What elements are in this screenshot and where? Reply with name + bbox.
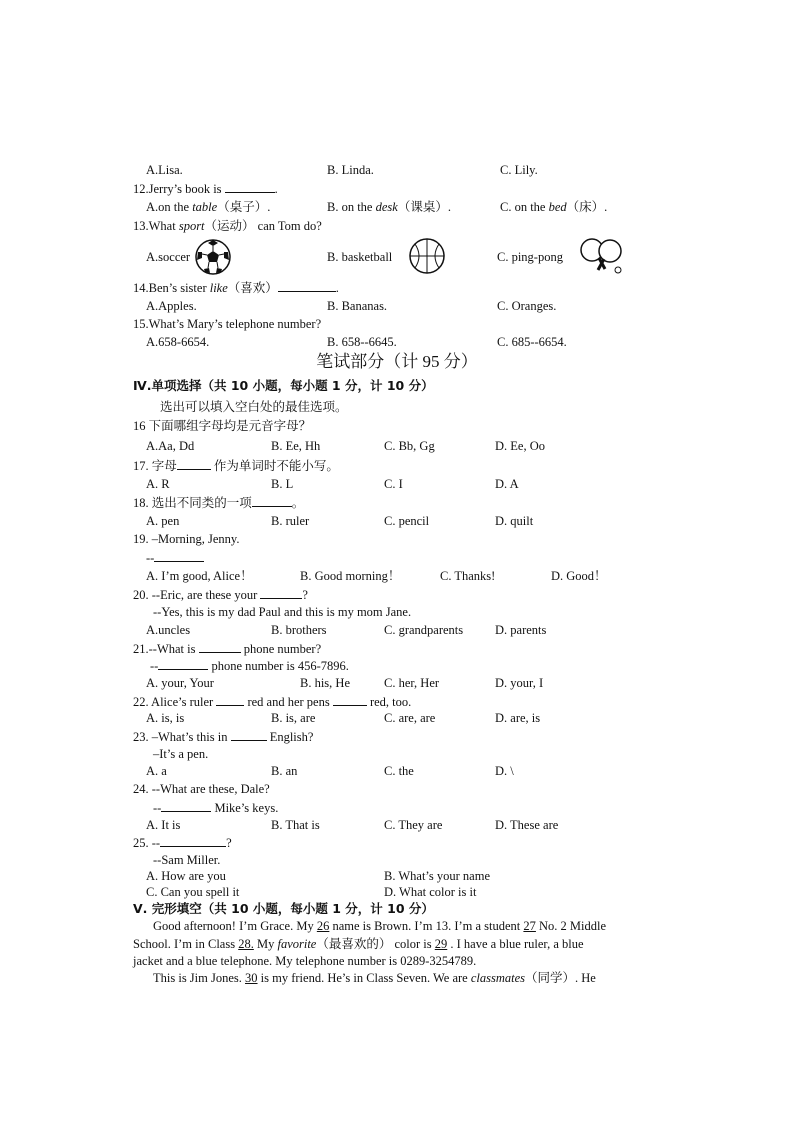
q23-option-a[interactable]: A. a [146, 764, 167, 778]
q14-blank[interactable] [278, 279, 336, 292]
q16-stem: 16 下面哪组字母均是元音字母？ [133, 419, 312, 433]
q21-stem [133, 640, 321, 657]
q11-option-c[interactable]: C. Lily. [500, 163, 538, 177]
q20-reply: --Yes, this is my dad Paul and this is my mom Jane. [153, 605, 412, 619]
passage-l2-d: . I have a blue ruler, a blue [447, 937, 584, 951]
q12-a-gloss: （桌子）. [217, 200, 271, 214]
q22-option-d[interactable]: D. are, is [495, 711, 541, 725]
q15-option-a[interactable]: A.658-6654. [146, 335, 210, 349]
q20-stem-text: 20. --Eric, are these your [133, 588, 261, 602]
q21-option-a[interactable]: A. your, Your [146, 676, 214, 690]
passage-l2-c: （最喜欢的） color is [316, 937, 435, 951]
q19-reply [146, 549, 204, 566]
q16-option-c[interactable]: C. Bb, Gg [384, 439, 435, 453]
q24-reply-text: Mike’s keys. [211, 801, 279, 815]
q14-option-c[interactable]: C. Oranges. [497, 299, 557, 313]
q14-word: like [209, 281, 228, 295]
q23-blank[interactable] [231, 728, 267, 741]
q18-option-c[interactable]: C. pencil [384, 514, 430, 528]
q19-option-c[interactable]: C. Thanks! [440, 569, 496, 583]
q24-option-a[interactable]: A. It is [146, 818, 181, 832]
q22-stem [133, 693, 411, 710]
q21-reply-dash: -- [150, 659, 159, 673]
section-5-title: Ⅴ. 完形填空（共 10 小题，每小题 1 分，计 10 分） [133, 901, 434, 916]
q22-option-b[interactable]: B. is, are [271, 711, 316, 725]
q19-blank[interactable] [154, 549, 204, 562]
passage-line-3: jacket and a blue telephone. My telephone number is 0289-3254789. [133, 954, 477, 968]
q18-post: 。 [291, 496, 305, 510]
q19-option-a[interactable]: A. I’m good, Alice！ [146, 569, 253, 583]
passage-classmates-word: classmates [470, 971, 526, 985]
q24-reply [153, 799, 278, 816]
q23-option-c[interactable]: C. the [384, 764, 414, 778]
q24-option-d[interactable]: D. These are [495, 818, 559, 832]
q16-option-a[interactable]: A.Aa, Dd [146, 439, 195, 453]
q18-option-b[interactable]: B. ruler [271, 514, 310, 528]
q12-a-word: table [192, 200, 218, 214]
q17-option-a[interactable]: A. R [146, 477, 170, 491]
q14-post: （喜欢） [227, 281, 278, 295]
q11-option-b[interactable]: B. Linda. [327, 163, 374, 177]
q16-option-b[interactable]: B. Ee, Hh [271, 439, 321, 453]
q21-reply-text: phone number is 456-7896. [208, 659, 349, 673]
q12-c-gloss: （床）. [566, 200, 608, 214]
section-4-instruction: 选出可以填入空白处的最佳选项。 [160, 400, 348, 414]
q19-stem: 19. –Morning, Jenny. [133, 532, 240, 546]
q12-blank[interactable] [225, 180, 275, 193]
q20-end: ? [302, 588, 308, 602]
q19-reply-dash: -- [146, 551, 155, 565]
passage-line-1 [153, 918, 606, 934]
q20-option-a[interactable]: A.uncles [146, 623, 191, 637]
q12-b-gloss: （课桌）. [397, 200, 451, 214]
q20-option-d[interactable]: D. parents [495, 623, 547, 637]
blank-30[interactable]: 30 [245, 971, 258, 985]
q13-option-b[interactable]: B. basketball [327, 250, 393, 264]
q11-option-a[interactable]: A.Lisa. [146, 163, 183, 177]
q12-c-word: bed [548, 200, 567, 214]
q21-blank-1[interactable] [199, 640, 241, 653]
passage-l4-a: This is Jim Jones. [153, 971, 246, 985]
q20-blank[interactable] [260, 586, 302, 599]
blank-26[interactable]: 26 [316, 919, 330, 933]
q13-option-c[interactable]: C. ping-pong [497, 250, 563, 264]
section-4-title: Ⅳ.单项选择（共 10 小题，每小题 1 分，计 10 分） [133, 378, 434, 393]
passage-l2-b: My [253, 937, 278, 951]
q23-reply: –It’s a pen. [153, 747, 209, 761]
q25-end: ? [226, 836, 232, 850]
q21-pre: 21.--What is [133, 642, 199, 656]
q20-stem [133, 586, 308, 603]
q17-pre: 17. 字母 [133, 459, 177, 473]
ping-pong-paddles-icon [578, 236, 624, 281]
q12-b-word: desk [375, 200, 398, 214]
q24-blank[interactable] [161, 799, 211, 812]
q24-option-b[interactable]: B. That is [271, 818, 320, 832]
q25-option-b[interactable]: B. What’s your name [384, 869, 490, 883]
q21-post: phone number? [240, 642, 322, 656]
q12-end: . [274, 182, 278, 196]
q21-option-d[interactable]: D. your, I [495, 676, 544, 690]
q24-stem: 24. --What are these, Dale? [133, 782, 270, 796]
blank-27[interactable]: 27 [523, 919, 536, 933]
q18-blank[interactable] [252, 494, 292, 507]
q22-blank-1[interactable] [216, 693, 244, 706]
q24-option-c[interactable]: C. They are [384, 818, 443, 832]
q14-option-b[interactable]: B. Bananas. [327, 299, 388, 313]
q25-option-a[interactable]: A. How are you [146, 869, 226, 883]
q22-blank-2[interactable] [333, 693, 367, 706]
q22-part-2: red and her pens [244, 695, 333, 709]
q25-option-d[interactable]: D. What color is it [384, 885, 477, 899]
q14-pre: 14.Ben’s sister [133, 281, 210, 295]
q21-reply [150, 657, 349, 674]
q21-option-c[interactable]: C. her, Her [384, 676, 440, 690]
q23-option-d[interactable]: D. \ [495, 764, 514, 778]
q12-option-c[interactable] [500, 199, 607, 215]
q17-option-c[interactable]: C. I [384, 477, 403, 491]
q16-option-d[interactable]: D. Ee, Oo [495, 439, 545, 453]
q14-stem [133, 279, 339, 296]
q25-pre: 25. -- [133, 836, 161, 850]
passage-favorite-word: favorite [277, 937, 317, 951]
q14-end: . [335, 281, 339, 295]
basketball-icon [408, 237, 446, 280]
q25-blank[interactable] [160, 834, 226, 847]
q22-option-a[interactable]: A. is, is [146, 711, 185, 725]
passage-line-2 [133, 936, 584, 952]
q13-option-a[interactable]: A.soccer [146, 250, 191, 264]
q13-word: sport [178, 219, 205, 233]
q15-option-c[interactable]: C. 685--6654. [497, 335, 567, 349]
q19-option-b[interactable]: B. Good morning！ [300, 569, 401, 583]
q23-option-b[interactable]: B. an [271, 764, 298, 778]
q23-stem [133, 728, 313, 745]
q12-a-pre: A.on the [146, 200, 193, 214]
q22-part-3: red, too. [366, 695, 412, 709]
q18-option-d[interactable]: D. quilt [495, 514, 534, 528]
q17-post: 作为单词时不能小写。 [210, 459, 339, 473]
blank-28[interactable]: 28. [238, 937, 254, 951]
passage-l4-c: （同学）. He [525, 971, 596, 985]
q22-part-1: 22. Alice’s ruler [133, 695, 217, 709]
q20-option-b[interactable]: B. brothers [271, 623, 327, 637]
q18-stem [133, 494, 304, 511]
passage-l1-a: Good afternoon! I’m Grace. My [153, 919, 317, 933]
q12-b-pre: B. on the [327, 200, 376, 214]
q25-stem [133, 834, 232, 851]
q17-option-d[interactable]: D. A [495, 477, 519, 491]
q15-stem: 15.What’s Mary’s telephone number? [133, 317, 322, 331]
q15-option-b[interactable]: B. 658--6645. [327, 335, 397, 349]
q25-option-c[interactable]: C. Can you spell it [146, 885, 240, 899]
q24-reply-dash: -- [153, 801, 162, 815]
q21-option-b[interactable]: B. his, He [300, 676, 350, 690]
q19-option-d[interactable]: D. Good！ [551, 569, 607, 583]
soccer-ball-icon [194, 238, 232, 281]
q14-option-a[interactable]: A.Apples. [146, 299, 197, 313]
q12-c-pre: C. on the [500, 200, 549, 214]
q22-option-c[interactable]: C. are, are [384, 711, 436, 725]
passage-l4-b: is my friend. He’s in Class Seven. We are [257, 971, 471, 985]
q17-blank[interactable] [177, 457, 211, 470]
q21-blank-2[interactable] [158, 657, 208, 670]
q20-option-c[interactable]: C. grandparents [384, 623, 464, 637]
written-part-title: 笔试部分（计 95 分） [316, 352, 478, 371]
q18-pre: 18. 选出不同类的一项 [133, 496, 252, 510]
q23-post: English? [266, 730, 314, 744]
q12-option-b[interactable] [327, 199, 451, 215]
passage-l2-a: School. I’m in Class [133, 937, 239, 951]
q13-post: （运动） can Tom do? [204, 219, 322, 233]
q25-reply: --Sam Miller. [153, 853, 221, 867]
passage-l1-b: name is Brown. I’m 13. I’m a student [329, 919, 524, 933]
passage-l1-c: No. 2 Middle [535, 919, 607, 933]
passage-line-4 [153, 970, 596, 986]
q13-pre: 13.What [133, 219, 179, 233]
q18-option-a[interactable]: A. pen [146, 514, 180, 528]
q12-stem [133, 180, 278, 197]
q23-pre: 23. –What’s this in [133, 730, 231, 744]
q13-stem [133, 218, 322, 234]
q12-option-a[interactable] [146, 199, 270, 215]
q17-stem [133, 457, 339, 474]
q12-stem-text: 12.Jerry’s book is [133, 182, 225, 196]
blank-29[interactable]: 29 [434, 937, 448, 951]
q17-option-b[interactable]: B. L [271, 477, 294, 491]
